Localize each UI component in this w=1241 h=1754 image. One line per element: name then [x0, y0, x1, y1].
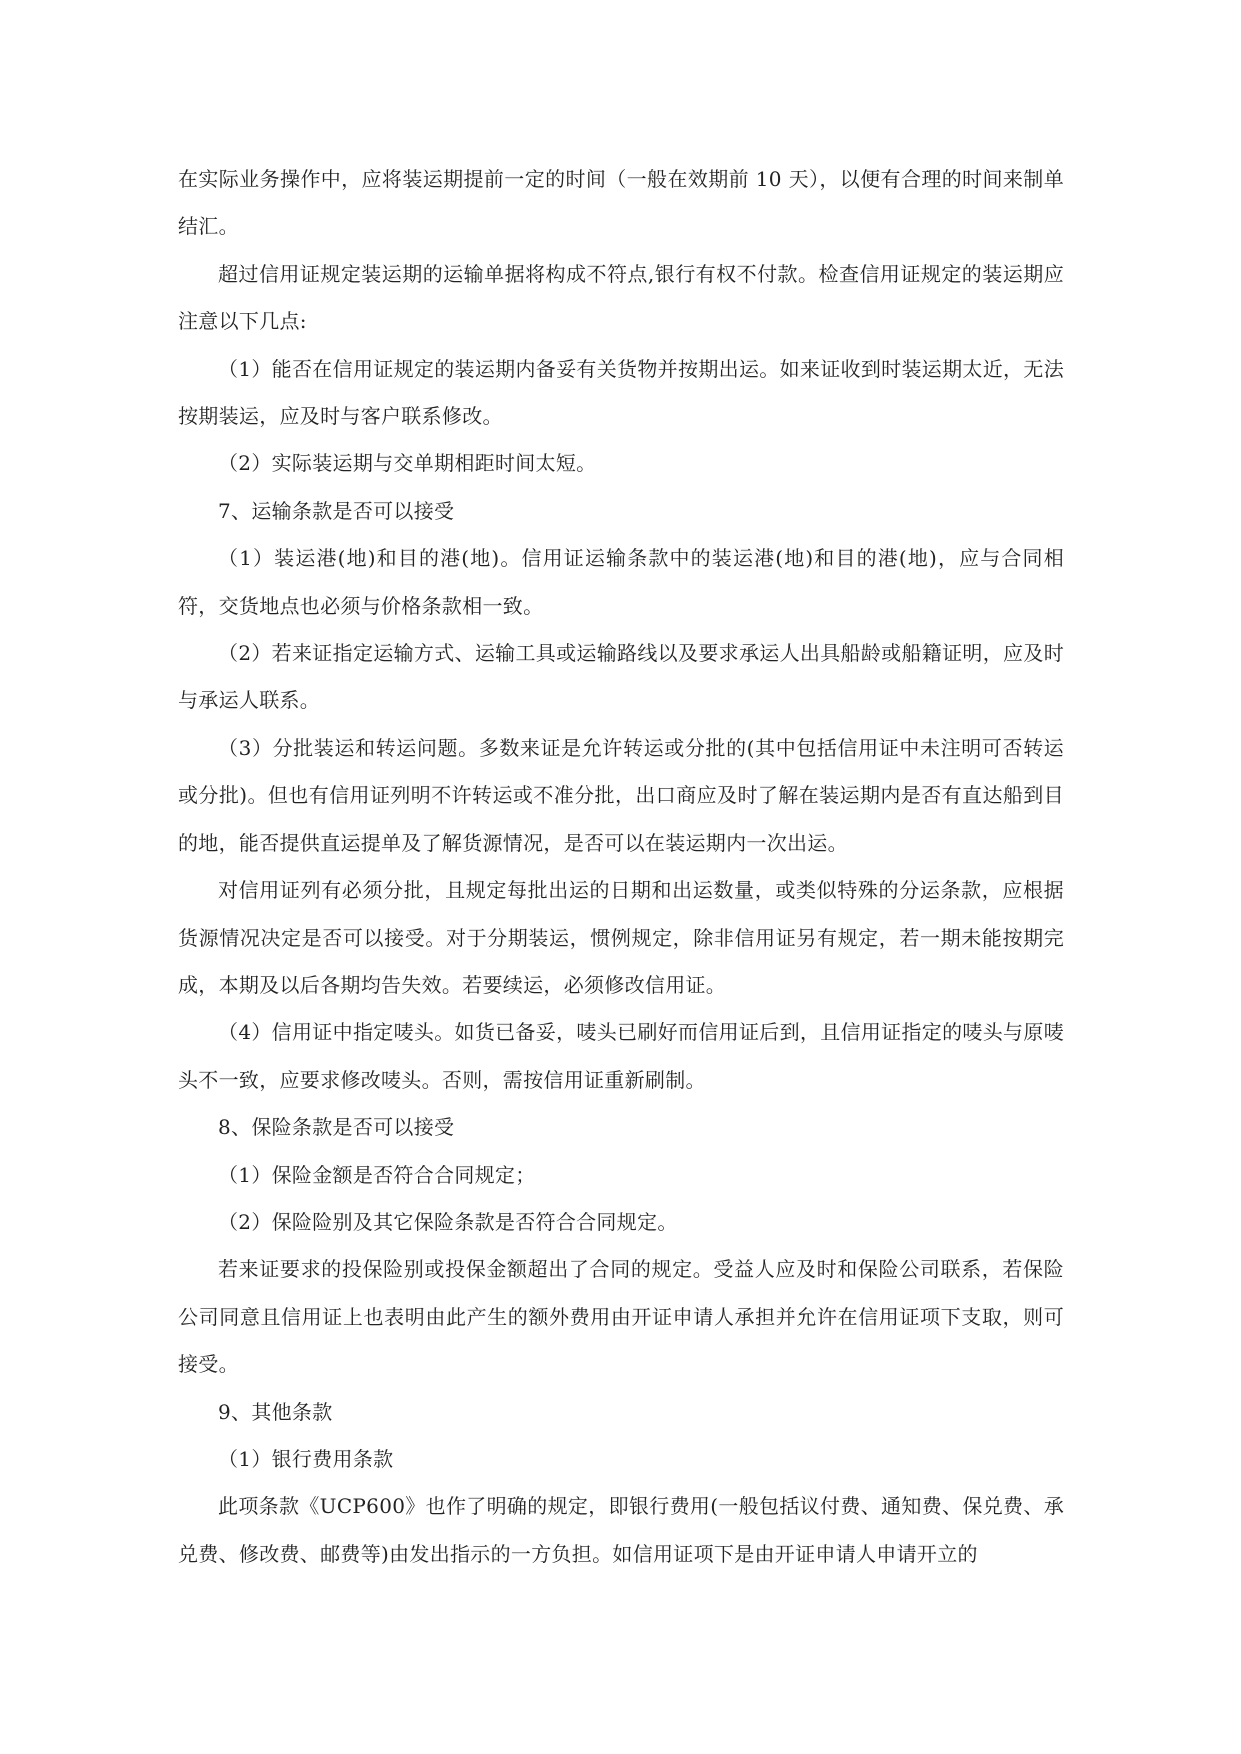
section-heading: 8、保险条款是否可以接受 [218, 1115, 455, 1140]
paragraph: （2）保险险别及其它保险条款是否符合合同规定。 [218, 1209, 678, 1234]
section-heading: 9、其他条款 [218, 1399, 333, 1424]
section-heading: 7、运输条款是否可以接受 [218, 498, 455, 523]
paragraph: （2）若来证指定运输方式、运输工具或运输路线以及要求承运人出具船龄或船籍证明，应及时与承运人联系。 [178, 641, 1064, 713]
paragraph: （2）实际装运期与交单期相距时间太短。 [218, 451, 597, 476]
paragraph: （1）银行费用条款 [218, 1446, 394, 1471]
paragraph: 超过信用证规定装运期的运输单据将构成不符点,银行有权不付款。检查信用证规定的装运期应注意以下几点: [178, 261, 1064, 334]
paragraph: （1）装运港(地)和目的港(地)。信用证运输条款中的装运港(地)和目的港(地)，应与合同相符，交货地点也必须与价格条款相一致。 [178, 546, 1064, 618]
paragraph: 对信用证列有必须分批，且规定每批出运的日期和出运数量，或类似特殊的分运条款，应根据货源情况决定是否可以接受。对于分期装运，惯例规定，除非信用证另有规定，若一期未能按期完成，本期及以后各期均告失效。若要续运，必须修改信用证。 [178, 878, 1064, 997]
paragraph: 此项条款《UCP600》也作了明确的规定，即银行费用(一般包括议付费、通知费、保兑费、承兑费、修改费、邮费等)由发出指示的一方负担。如信用证项下是由开证申请人申请开立的 [178, 1494, 1064, 1566]
document-body [178, 156, 1064, 1578]
paragraph: （1）保险金额是否符合合同规定； [218, 1162, 536, 1187]
paragraph: （1）能否在信用证规定的装运期内备妥有关货物并按期出运。如来证收到时装运期太近，无法按期装运，应及时与客户联系修改。 [178, 356, 1064, 429]
paragraph: 若来证要求的投保险别或投保金额超出了合同的规定。受益人应及时和保险公司联系，若保险公司同意且信用证上也表明由此产生的额外费用由开证申请人承担并允许在信用证项下支取，则可接受。 [178, 1257, 1064, 1377]
paragraph: 在实际业务操作中，应将装运期提前一定的时间（一般在效期前 10 天），以便有合理的时间来制单结汇。 [178, 167, 1064, 239]
paragraph: （4）信用证中指定唛头。如货已备妥，唛头已刷好而信用证后到，且信用证指定的唛头与原唛头不一致，应要求修改唛头。否则，需按信用证重新刷制。 [178, 1020, 1064, 1092]
paragraph: （3）分批装运和转运问题。多数来证是允许转运或分批的(其中包括信用证中未注明可否转运或分批)。但也有信用证列明不许转运或不准分批，出口商应及时了解在装运期内是否有直达船到目的地，能否提供直运提单及了解货源情况，是否可以在装运期内一次出运。 [178, 735, 1064, 855]
